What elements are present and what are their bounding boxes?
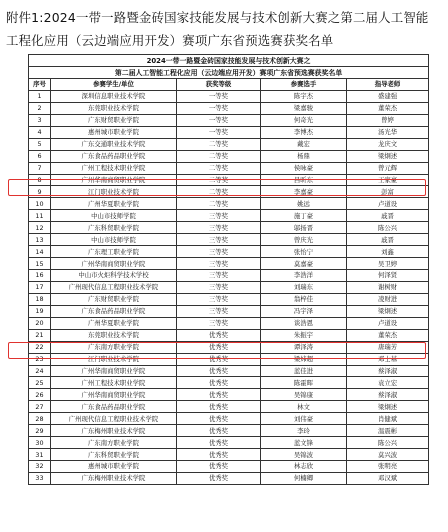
cell-school: 广东梅州职业技术学院 xyxy=(51,472,177,484)
table-row xyxy=(29,234,429,246)
cell-student: 冯宇泽 xyxy=(261,305,347,317)
cell-award: 二等奖 xyxy=(177,174,261,186)
cell-teacher: 汤光华 xyxy=(347,126,429,138)
cell-index: 1 xyxy=(29,90,51,102)
table-row xyxy=(29,413,429,425)
cell-teacher: 陈公兴 xyxy=(347,437,429,449)
cell-teacher: 吴卫婷 xyxy=(347,258,429,270)
cell-student: 刘瑞东 xyxy=(261,281,347,293)
cell-index: 5 xyxy=(29,138,51,150)
cell-school: 广州华南商贸职业学院 xyxy=(51,174,177,186)
cell-teacher: 彭富 xyxy=(347,186,429,198)
cell-school: 广东梅州职业技术学院 xyxy=(51,425,177,437)
header-award: 获奖等级 xyxy=(177,79,261,91)
header-index: 序号 xyxy=(29,79,51,91)
cell-student: 谈浩恩 xyxy=(261,317,347,329)
table-row xyxy=(29,281,429,293)
table-row xyxy=(29,461,429,473)
cell-award: 二等奖 xyxy=(177,162,261,174)
cell-teacher: 肖健斌 xyxy=(347,413,429,425)
cell-school: 广东南方职业学院 xyxy=(51,341,177,353)
cell-school: 东莞职业技术学院 xyxy=(51,102,177,114)
cell-teacher: 卢道设 xyxy=(347,198,429,210)
cell-teacher: 蔡泽淑 xyxy=(347,365,429,377)
cell-school: 东莞职业技术学院 xyxy=(51,329,177,341)
cell-student: 蓝佳进 xyxy=(261,365,347,377)
header-school: 参赛学生/单位 xyxy=(51,79,177,91)
table-row xyxy=(29,472,429,484)
cell-school: 中山市火炬科学技术学校 xyxy=(51,270,177,282)
cell-teacher: 盛建强 xyxy=(347,90,429,102)
table-row xyxy=(29,210,429,222)
cell-student: 翁梓佳 xyxy=(261,293,347,305)
cell-school: 广州华夏职业学院 xyxy=(51,198,177,210)
cell-award: 优秀奖 xyxy=(177,365,261,377)
cell-index: 26 xyxy=(29,389,51,401)
cell-student: 梁嘉骏 xyxy=(261,102,347,114)
table-row xyxy=(29,437,429,449)
cell-award: 三等奖 xyxy=(177,222,261,234)
cell-student: 吴锦波 xyxy=(261,449,347,461)
cell-award: 优秀奖 xyxy=(177,461,261,473)
table-row xyxy=(29,150,429,162)
table-header-row xyxy=(29,79,429,91)
table-row xyxy=(29,102,429,114)
cell-award: 二等奖 xyxy=(177,186,261,198)
cell-student: 吴锦康 xyxy=(261,389,347,401)
cell-school: 广东南方职业学院 xyxy=(51,437,177,449)
cell-student: 邬扬晋 xyxy=(261,222,347,234)
award-table-wrapper xyxy=(28,54,428,485)
cell-award: 优秀奖 xyxy=(177,377,261,389)
cell-student: 施丁豪 xyxy=(261,210,347,222)
cell-award: 三等奖 xyxy=(177,281,261,293)
table-caption-line2: 第二届人工智能工程化应用（云边端应用开发）赛项广东省预选赛获奖名单 xyxy=(29,67,429,79)
table-row xyxy=(29,270,429,282)
cell-teacher: 王家豪 xyxy=(347,174,429,186)
cell-student: 何楠卿 xyxy=(261,472,347,484)
cell-award: 三等奖 xyxy=(177,270,261,282)
cell-student: 戴宏 xyxy=(261,138,347,150)
cell-award: 一等奖 xyxy=(177,102,261,114)
cell-index: 21 xyxy=(29,329,51,341)
cell-teacher: 曾元辉 xyxy=(347,162,429,174)
cell-teacher: 袁立宏 xyxy=(347,377,429,389)
cell-teacher: 邓士基 xyxy=(347,353,429,365)
cell-student: 陈霍晖 xyxy=(261,377,347,389)
cell-index: 30 xyxy=(29,437,51,449)
cell-index: 2 xyxy=(29,102,51,114)
table-row xyxy=(29,425,429,437)
cell-student: 陈宇杰 xyxy=(261,90,347,102)
table-row xyxy=(29,401,429,413)
cell-teacher: 梁炯述 xyxy=(347,401,429,413)
cell-index: 17 xyxy=(29,281,51,293)
cell-student: 杨鼎 xyxy=(261,150,347,162)
cell-student: 蓝文锋 xyxy=(261,437,347,449)
cell-award: 优秀奖 xyxy=(177,437,261,449)
cell-student: 莫嘉豪 xyxy=(261,258,347,270)
cell-student: 李嘉豪 xyxy=(261,186,347,198)
cell-index: 25 xyxy=(29,377,51,389)
cell-school: 广东交通职业技术学院 xyxy=(51,138,177,150)
cell-award: 三等奖 xyxy=(177,210,261,222)
cell-teacher: 梁炯述 xyxy=(347,150,429,162)
cell-index: 11 xyxy=(29,210,51,222)
cell-award: 三等奖 xyxy=(177,234,261,246)
cell-student: 吕昕东 xyxy=(261,174,347,186)
table-row xyxy=(29,365,429,377)
cell-award: 优秀奖 xyxy=(177,389,261,401)
table-row xyxy=(29,377,429,389)
table-row xyxy=(29,317,429,329)
cell-teacher: 何泽贤 xyxy=(347,270,429,282)
table-row xyxy=(29,222,429,234)
cell-award: 优秀奖 xyxy=(177,353,261,365)
cell-student: 朱振宇 xyxy=(261,329,347,341)
table-row xyxy=(29,126,429,138)
cell-student: 谭泽涛 xyxy=(261,341,347,353)
cell-award: 三等奖 xyxy=(177,293,261,305)
cell-award: 三等奖 xyxy=(177,305,261,317)
cell-teacher: 温震彬 xyxy=(347,425,429,437)
award-table xyxy=(28,54,429,485)
cell-student: 李玲 xyxy=(261,425,347,437)
header-student: 参赛选手 xyxy=(261,79,347,91)
cell-school: 广州华夏职业学院 xyxy=(51,317,177,329)
cell-school: 广州华南商贸职业学院 xyxy=(51,258,177,270)
cell-student: 何奇光 xyxy=(261,114,347,126)
cell-school: 广东科贸职业学院 xyxy=(51,222,177,234)
cell-award: 一等奖 xyxy=(177,114,261,126)
cell-school: 广州华南商贸职业学院 xyxy=(51,389,177,401)
table-row xyxy=(29,246,429,258)
cell-index: 15 xyxy=(29,258,51,270)
cell-student: 李浩洋 xyxy=(261,270,347,282)
cell-teacher: 蔡泽淑 xyxy=(347,389,429,401)
cell-teacher: 张明亮 xyxy=(347,461,429,473)
table-row xyxy=(29,305,429,317)
cell-school: 惠州城市职业学院 xyxy=(51,461,177,473)
cell-award: 优秀奖 xyxy=(177,413,261,425)
cell-award: 三等奖 xyxy=(177,246,261,258)
cell-school: 江门职业技术学院 xyxy=(51,186,177,198)
cell-index: 6 xyxy=(29,150,51,162)
table-row xyxy=(29,114,429,126)
cell-index: 16 xyxy=(29,270,51,282)
cell-teacher: 莫兴波 xyxy=(347,449,429,461)
cell-teacher: 龙庆文 xyxy=(347,138,429,150)
table-row xyxy=(29,353,429,365)
cell-index: 24 xyxy=(29,365,51,377)
cell-student: 林文 xyxy=(261,401,347,413)
cell-index: 18 xyxy=(29,293,51,305)
cell-school: 广东财贸职业学院 xyxy=(51,114,177,126)
cell-award: 二等奖 xyxy=(177,138,261,150)
cell-index: 10 xyxy=(29,198,51,210)
cell-student: 刘伟豪 xyxy=(261,413,347,425)
cell-teacher: 梁炯述 xyxy=(347,305,429,317)
cell-school: 广东食品药品职业学院 xyxy=(51,150,177,162)
cell-school: 中山市技师学院 xyxy=(51,234,177,246)
cell-index: 13 xyxy=(29,234,51,246)
table-row xyxy=(29,138,429,150)
cell-index: 32 xyxy=(29,461,51,473)
cell-index: 8 xyxy=(29,174,51,186)
table-row xyxy=(29,186,429,198)
table-caption-line1: 2024一带一路暨金砖国家技能发展与技术创新大赛之 xyxy=(29,55,429,67)
cell-index: 22 xyxy=(29,341,51,353)
cell-index: 12 xyxy=(29,222,51,234)
cell-teacher: 戚晋 xyxy=(347,210,429,222)
cell-teacher: 董荣杰 xyxy=(347,102,429,114)
cell-teacher: 戚晋 xyxy=(347,234,429,246)
cell-student: 梁炜超 xyxy=(261,353,347,365)
cell-student: 林志欣 xyxy=(261,461,347,473)
cell-index: 27 xyxy=(29,401,51,413)
cell-school: 广州工程技术职业学院 xyxy=(51,377,177,389)
table-row xyxy=(29,198,429,210)
table-row xyxy=(29,174,429,186)
cell-index: 9 xyxy=(29,186,51,198)
cell-teacher: 谢树财 xyxy=(347,281,429,293)
cell-school: 中山市技师学院 xyxy=(51,210,177,222)
cell-index: 20 xyxy=(29,317,51,329)
cell-index: 3 xyxy=(29,114,51,126)
header-teacher: 指导老师 xyxy=(347,79,429,91)
cell-student: 曾庆光 xyxy=(261,234,347,246)
table-row xyxy=(29,90,429,102)
cell-index: 14 xyxy=(29,246,51,258)
cell-index: 28 xyxy=(29,413,51,425)
cell-school: 广东科贸职业学院 xyxy=(51,449,177,461)
cell-index: 31 xyxy=(29,449,51,461)
cell-index: 19 xyxy=(29,305,51,317)
table-row xyxy=(29,389,429,401)
cell-award: 优秀奖 xyxy=(177,449,261,461)
cell-award: 优秀奖 xyxy=(177,329,261,341)
cell-teacher: 卢道设 xyxy=(347,317,429,329)
cell-index: 7 xyxy=(29,162,51,174)
cell-student: 姚远 xyxy=(261,198,347,210)
cell-teacher: 邓汉斌 xyxy=(347,472,429,484)
cell-teacher: 刘鑫 xyxy=(347,246,429,258)
cell-award: 优秀奖 xyxy=(177,341,261,353)
cell-teacher: 董荣杰 xyxy=(347,329,429,341)
cell-award: 一等奖 xyxy=(177,90,261,102)
cell-student: 李博杰 xyxy=(261,126,347,138)
cell-school: 广州华南商贸职业学院 xyxy=(51,365,177,377)
cell-award: 一等奖 xyxy=(177,126,261,138)
cell-student: 侯咏豪 xyxy=(261,162,347,174)
cell-teacher: 陈公兴 xyxy=(347,222,429,234)
cell-teacher: 唐瑞芳 xyxy=(347,341,429,353)
cell-teacher: 凌财进 xyxy=(347,293,429,305)
table-row xyxy=(29,449,429,461)
cell-award: 二等奖 xyxy=(177,150,261,162)
cell-index: 4 xyxy=(29,126,51,138)
table-row xyxy=(29,293,429,305)
table-row xyxy=(29,341,429,353)
cell-index: 29 xyxy=(29,425,51,437)
cell-school: 广州现代信息工程职业技术学院 xyxy=(51,281,177,293)
cell-award: 优秀奖 xyxy=(177,425,261,437)
cell-student: 张怡宁 xyxy=(261,246,347,258)
cell-award: 三等奖 xyxy=(177,258,261,270)
table-row xyxy=(29,162,429,174)
cell-school: 广东理工职业学院 xyxy=(51,246,177,258)
cell-school: 江门职业技术学院 xyxy=(51,353,177,365)
table-row xyxy=(29,258,429,270)
cell-school: 广州现代信息工程职业技术学院 xyxy=(51,413,177,425)
cell-school: 广东食品药品职业学院 xyxy=(51,401,177,413)
cell-index: 33 xyxy=(29,472,51,484)
cell-teacher: 曾婷 xyxy=(347,114,429,126)
cell-index: 23 xyxy=(29,353,51,365)
cell-school: 深圳信息职业技术学院 xyxy=(51,90,177,102)
cell-award: 二等奖 xyxy=(177,198,261,210)
table-row xyxy=(29,329,429,341)
cell-award: 优秀奖 xyxy=(177,472,261,484)
cell-school: 广东食品药品职业学院 xyxy=(51,305,177,317)
cell-school: 惠州城市职业学院 xyxy=(51,126,177,138)
cell-award: 三等奖 xyxy=(177,317,261,329)
document-heading: 附件1:2024一带一路暨金砖国家技能发展与技术创新大赛之第二届人工智能工程化应用（云边端应用开发）赛项广东省预选赛获奖名单 xyxy=(6,10,429,48)
cell-award: 优秀奖 xyxy=(177,401,261,413)
cell-school: 广州工程技术职业学院 xyxy=(51,162,177,174)
cell-school: 广东财贸职业学院 xyxy=(51,293,177,305)
